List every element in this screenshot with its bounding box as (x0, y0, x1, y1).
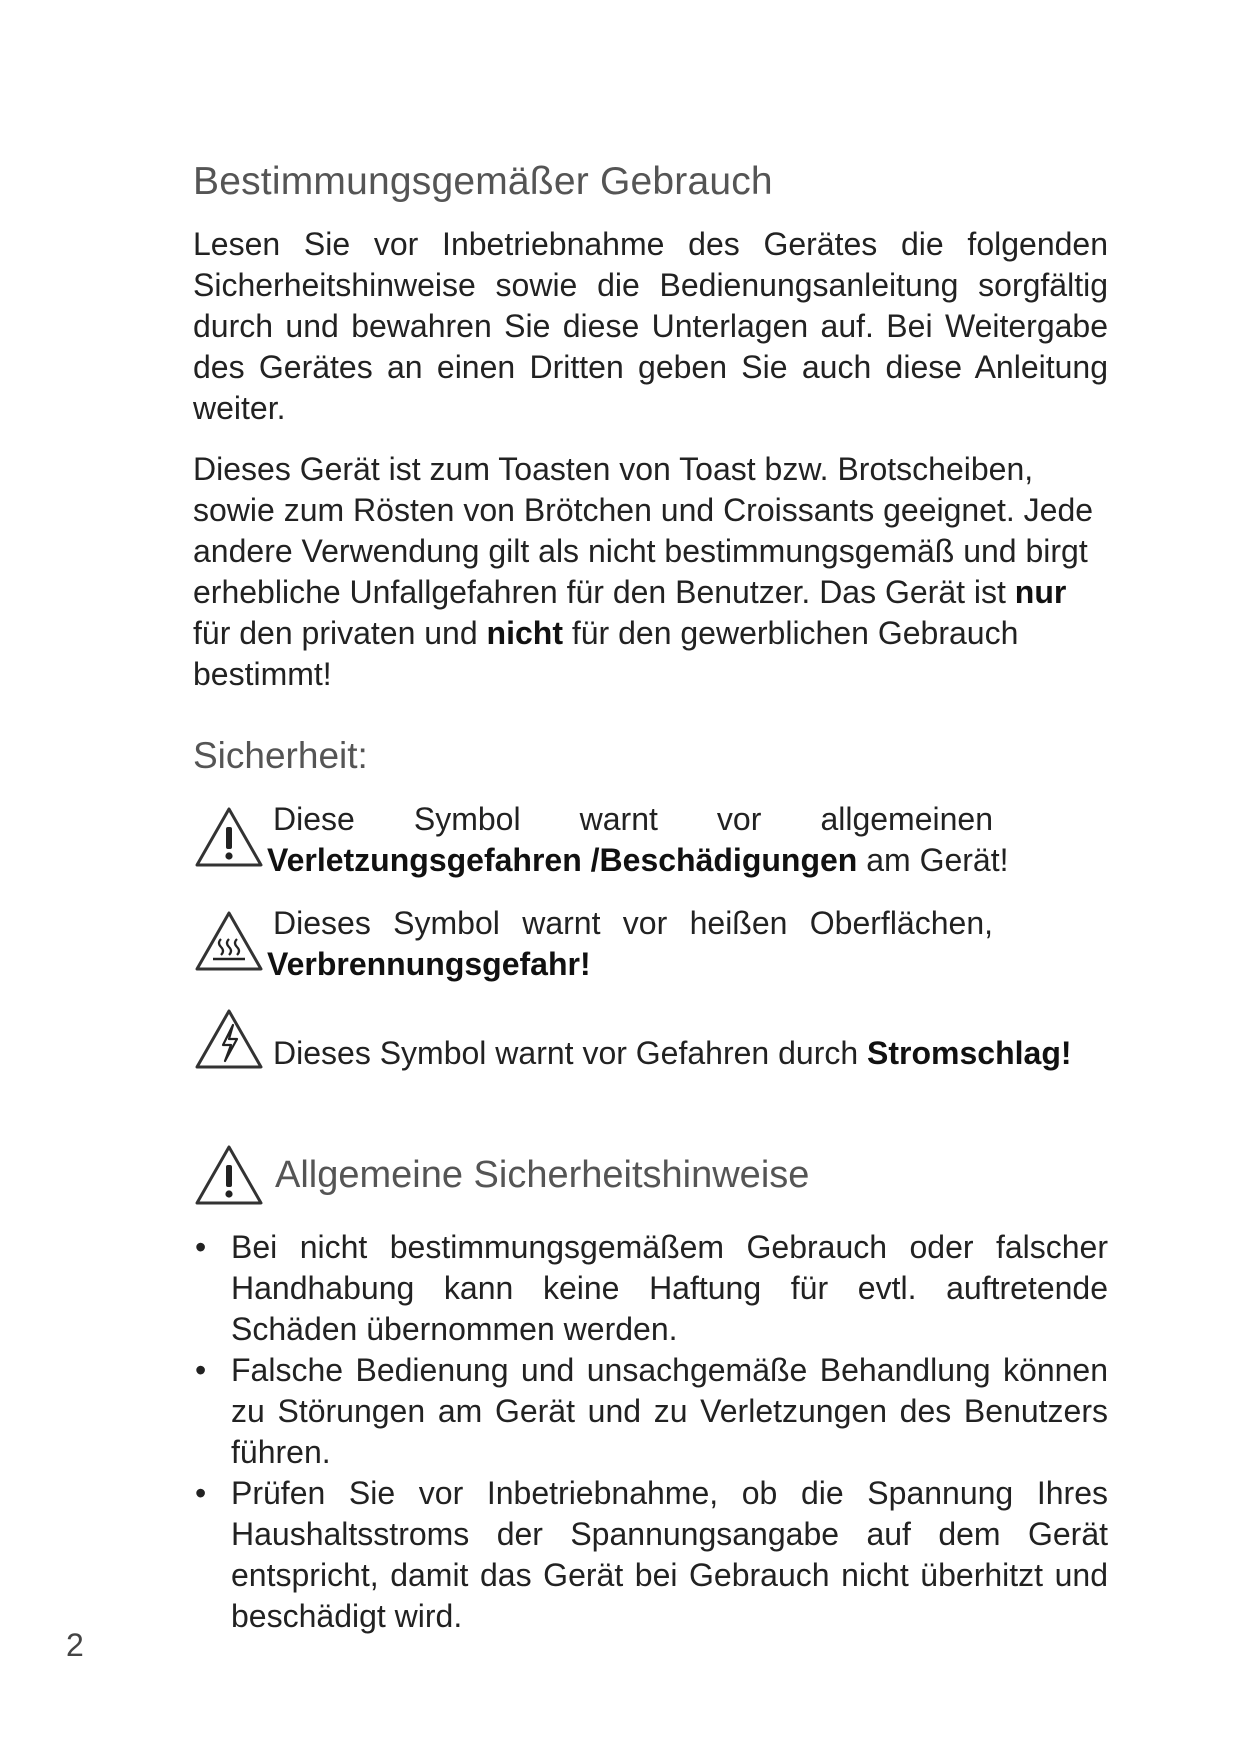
bullet-text: Falsche Bedienung und unsachgemäße Behandlung können zu Störungen am Gerät und zu Verletzungen des Benutzers führen. (231, 1352, 1108, 1470)
hot-surface-warning-icon (193, 909, 265, 973)
electric-shock-warning-icon (193, 1007, 265, 1071)
usage-text-2: für den privaten und (193, 615, 487, 651)
general-safety-heading (193, 1143, 1108, 1207)
heading-intended-use: Bestimmungsgemäßer Gebrauch (193, 160, 773, 203)
bullet-icon: • (195, 1352, 207, 1388)
usage-text-3: für den gewerblichen Gebrauch bestimmt! (193, 615, 1019, 692)
list-item (193, 1227, 1108, 1350)
symbol-general-rest: am Gerät! (857, 842, 1009, 878)
exclamation-warning-icon (193, 1143, 265, 1207)
exclamation-warning-icon (193, 805, 265, 869)
symbol-row-hot (193, 903, 1108, 985)
heading-safety: Sicherheit: (193, 735, 368, 776)
symbol-electric-bold: Stromschlag! (867, 1035, 1072, 1071)
symbol-general-line2 (267, 840, 1108, 881)
symbol-row-electric (193, 1007, 1108, 1103)
page-content (193, 160, 1108, 1637)
page-number: 2 (66, 1627, 84, 1663)
bullet-text: Bei nicht bestimmungsgemäßem Gebrauch oder falscher Handhabung kann keine Haftung für evtl. auftretende Schäden übernommen werden. (231, 1229, 1108, 1347)
usage-bold-nicht: nicht (486, 615, 563, 651)
intro-paragraph: Lesen Sie vor Inbetriebnahme des Gerätes die folgenden Sicherheitshinweise sowie die Bedienungsanleitung sorgfältig durch und bewahren Sie diese Unterlagen auf. Bei Weitergabe des Gerätes an einen Dritten geben Sie auch diese Anleitung weiter. (193, 226, 1108, 426)
safety-bullet-list (193, 1227, 1108, 1637)
list-item (193, 1473, 1108, 1637)
symbol-electric-text: Dieses Symbol warnt vor Gefahren durch (273, 1035, 868, 1071)
usage-text-1: Dieses Gerät ist zum Toasten von Toast bzw. Brotscheiben, sowie zum Rösten von Brötchen und Croissants geeignet. Jede andere Verwendung gilt als nicht bestimmungsgemäß und birgt erhebliche Unfallgefahren für den Benutzer. Das Gerät ist (193, 451, 1094, 610)
list-item (193, 1350, 1108, 1473)
bullet-text: Prüfen Sie vor Inbetriebnahme, ob die Spannung Ihres Haushaltsstroms der Spannungsangabe auf dem Gerät entspricht, damit das Gerät bei Gebrauch nicht überhitzt und beschädigt wird. (231, 1475, 1108, 1634)
symbol-general-bold: Verletzungsgefahren /Beschädigungen (267, 842, 858, 878)
symbol-hot-line2 (267, 944, 1108, 985)
bullet-icon: • (195, 1475, 207, 1511)
symbol-hot-bold: Verbrennungsgefahr! (267, 946, 591, 982)
bullet-icon: • (195, 1229, 207, 1265)
heading-general-text: Allgemeine Sicherheitshinweise (275, 1154, 810, 1196)
usage-bold-nur: nur (1014, 574, 1067, 610)
symbol-general-text: Diese Symbol warnt vor allgemeinen (273, 801, 993, 837)
usage-paragraph (193, 449, 1108, 695)
symbol-hot-text: Dieses Symbol warnt vor heißen Oberflächen, (273, 905, 993, 941)
symbol-row-general (193, 799, 1108, 881)
